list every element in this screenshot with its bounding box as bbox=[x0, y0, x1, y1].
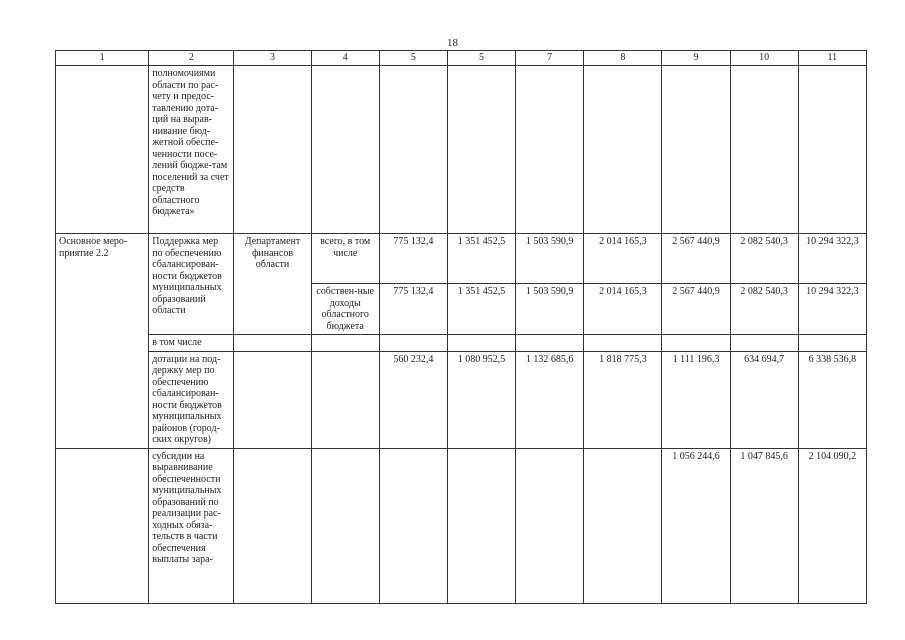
table-cell bbox=[730, 335, 798, 352]
header-cell: 5 bbox=[379, 51, 447, 66]
table-cell bbox=[447, 335, 515, 352]
table-cell bbox=[311, 335, 379, 352]
description-cell: в том числе bbox=[149, 335, 234, 352]
executor-cell: Департамент финансов области bbox=[234, 234, 311, 335]
description-cell bbox=[149, 66, 234, 234]
header-row bbox=[56, 51, 867, 66]
value-cell: 2 567 440,9 bbox=[662, 234, 730, 284]
table-cell bbox=[234, 351, 311, 448]
value-cell: 1 056 244,6 bbox=[662, 448, 730, 603]
table-cell bbox=[584, 66, 662, 234]
table-row bbox=[56, 448, 867, 603]
table-cell bbox=[584, 335, 662, 352]
value-cell: 1 080 952,5 bbox=[447, 351, 515, 448]
source-cell: всего, в том числе bbox=[311, 234, 379, 284]
header-cell: 3 bbox=[234, 51, 311, 66]
value-cell: 2 567 440,9 bbox=[662, 284, 730, 335]
table-row bbox=[56, 66, 867, 234]
value-cell: 1 503 590,9 bbox=[516, 234, 584, 284]
header-cell: 11 bbox=[798, 51, 866, 66]
value-cell: 1 503 590,9 bbox=[516, 284, 584, 335]
value-cell bbox=[516, 448, 584, 603]
table-cell bbox=[56, 66, 149, 234]
table-cell bbox=[311, 66, 379, 234]
header-cell: 4 bbox=[311, 51, 379, 66]
description-text: полномочиями области по рас-чету и предос-тавлению дота-ций на вырав-нивание бюд-жетной обеспе-ченности посе-лений бюдже-там поселений за счет средств областного бюджета» bbox=[152, 68, 229, 217]
value-cell bbox=[584, 448, 662, 603]
value-cell: 560 232,4 bbox=[379, 351, 447, 448]
value-cell bbox=[447, 448, 515, 603]
table-cell bbox=[516, 335, 584, 352]
value-cell: 775 132,4 bbox=[379, 284, 447, 335]
table-cell bbox=[798, 66, 866, 234]
table-cell bbox=[662, 335, 730, 352]
value-cell: 10 294 322,3 bbox=[798, 234, 866, 284]
header-cell: 8 bbox=[584, 51, 662, 66]
table-cell bbox=[662, 66, 730, 234]
value-cell: 1 351 452,5 bbox=[447, 284, 515, 335]
description-cell: Поддержка мер по обеспечению сбалансирован-ности бюджетов муниципальных образований области bbox=[149, 234, 234, 335]
table-cell bbox=[447, 66, 515, 234]
table-cell bbox=[234, 335, 311, 352]
activity-name-cell: Основное меро-приятие 2.2 bbox=[56, 234, 149, 449]
value-cell: 2 014 165,3 bbox=[584, 284, 662, 335]
value-cell: 2 082 540,3 bbox=[730, 284, 798, 335]
table-row bbox=[56, 335, 867, 352]
header-cell: 9 bbox=[662, 51, 730, 66]
table-cell bbox=[234, 448, 311, 603]
table-cell bbox=[56, 448, 149, 603]
header-cell: 1 bbox=[56, 51, 149, 66]
value-cell: 775 132,4 bbox=[379, 234, 447, 284]
value-cell: 1 047 845,6 bbox=[730, 448, 798, 603]
header-cell: 10 bbox=[730, 51, 798, 66]
header-cell: 2 bbox=[149, 51, 234, 66]
table-row bbox=[56, 351, 867, 448]
table-cell bbox=[311, 351, 379, 448]
value-cell: 1 818 775,3 bbox=[584, 351, 662, 448]
table-cell bbox=[516, 66, 584, 234]
value-cell: 2 082 540,3 bbox=[730, 234, 798, 284]
table-cell bbox=[379, 66, 447, 234]
table-cell bbox=[234, 66, 311, 234]
value-cell: 1 111 196,3 bbox=[662, 351, 730, 448]
value-cell: 634 694,7 bbox=[730, 351, 798, 448]
value-cell: 1 132 685,6 bbox=[516, 351, 584, 448]
page-number: 18 bbox=[447, 37, 458, 49]
value-cell: 1 351 452,5 bbox=[447, 234, 515, 284]
header-cell: 5 bbox=[447, 51, 515, 66]
value-cell: 10 294 322,3 bbox=[798, 284, 866, 335]
description-cell: дотации на под-держку мер по обеспечению сбалансирован-ности бюджетов муниципальных районов (город-ских округов) bbox=[149, 351, 234, 448]
description-cell: субсидии на выравнивание обеспеченности муниципальных образований по реализации рас-ходных обяза-тельств в части обеспечения выплаты зара- bbox=[149, 448, 234, 603]
table-cell bbox=[798, 335, 866, 352]
budget-table bbox=[55, 50, 867, 604]
value-cell: 2 014 165,3 bbox=[584, 234, 662, 284]
value-cell: 2 104 090,2 bbox=[798, 448, 866, 603]
table-cell bbox=[311, 448, 379, 603]
value-cell: 6 338 536,8 bbox=[798, 351, 866, 448]
header-cell: 7 bbox=[516, 51, 584, 66]
table-row bbox=[56, 234, 867, 284]
source-cell: собствен-ные доходы областного бюджета bbox=[311, 284, 379, 335]
table-cell bbox=[379, 335, 447, 352]
value-cell bbox=[379, 448, 447, 603]
table-cell bbox=[730, 66, 798, 234]
